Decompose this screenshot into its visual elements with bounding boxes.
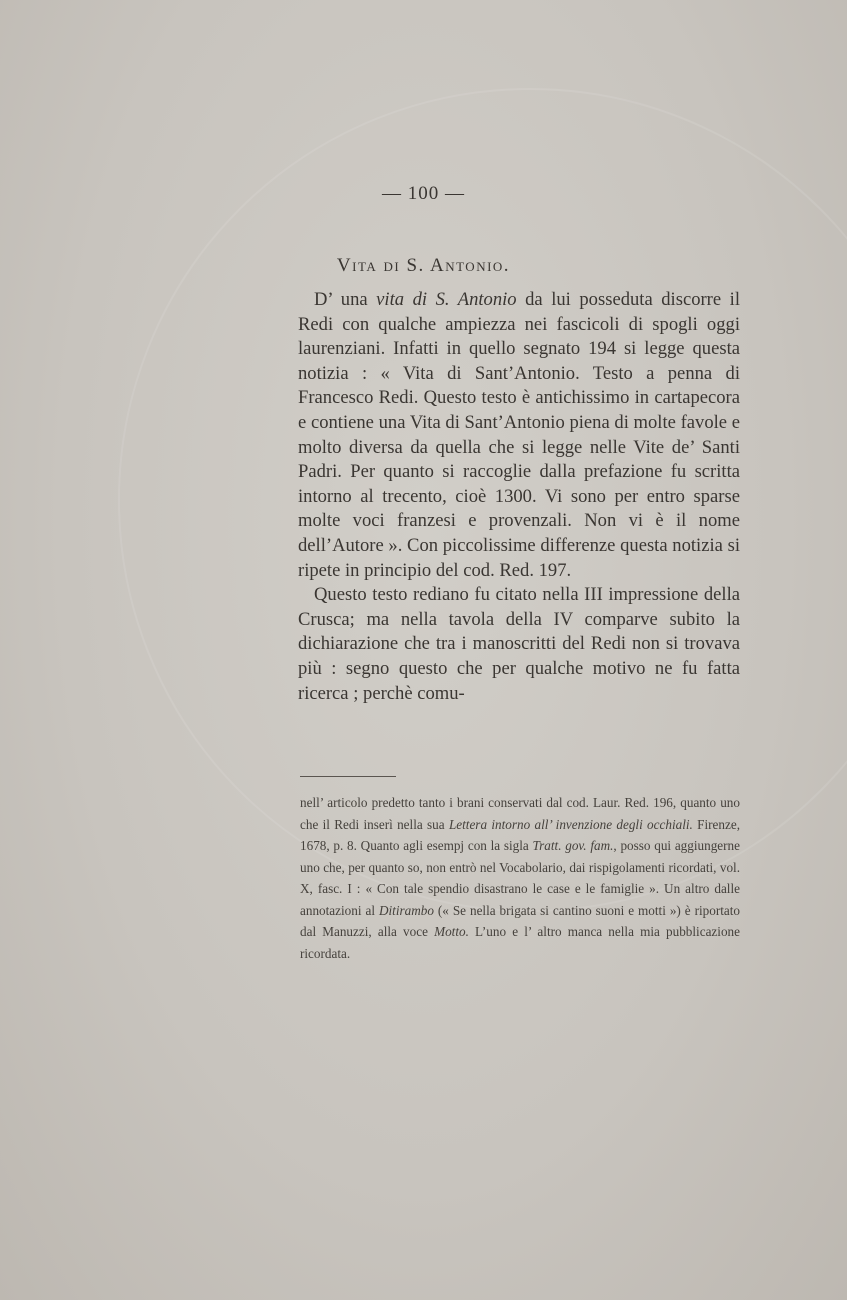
footnote-text-4: (« Se nella brigata si cantino suoni e motti ») è riportato dal Manuzzi, alla voce (300, 902, 740, 939)
footnote-italic-2: Tratt. gov. fam. (532, 838, 614, 853)
page-number: — 100 — (382, 183, 465, 204)
footnote-text-1: nell’ articolo predetto tanto i brani conservati dal cod. Laur. Red. 196, quanto uno che il Redi inserì nella sua (300, 795, 740, 832)
paragraph-1-body: da lui posseduta discorre il Redi con qualche ampiezza nei fascicoli di spogli oggi laurenziani. Infatti in quello segnato 194 si legge questa notizia : « Vita di Sant’Antonio. Testo a penna di Francesco Redi. Questo testo è antichissimo in cartapecora e contiene una Vita di Sant’Antonio piena di molte favole e molto diversa da quella che si legge nelle Vite de’ Santi Padri. Per quanto si raccoglie dalla prefazione fu scritta intorno al trecento, cioè 1300. Vi sono per entro sparse molte voci franzesi e provenzali. Non vi è il nome dell’Autore ». Con piccolissime differenze questa notizia si ripete in principio del cod. Red. 197. (298, 289, 740, 581)
footnote-text-5: L’uno e l’ altro manca nella mia pubblicazione ricordata. (300, 924, 740, 961)
footnote-text-3: , posso qui aggiungerne uno che, per quanto so, non entrò nel Vocabolario, dai rispigolamenti ricordati, vol. X, fasc. I : « Con tale spendio disastrano le case e le famiglie ». Un altro dalle annotazioni al (300, 838, 740, 918)
paragraph-1-italic-title: vita di S. Antonio (376, 289, 517, 310)
footnote-italic-4: Motto. (434, 924, 469, 939)
footnote-italic-3: Ditirambo (378, 902, 434, 918)
footnote-text-2: Firenze, 1678, p. 8. Quanto agli esempj con la sigla (300, 816, 740, 853)
paragraph-1-lead: D’ una (314, 289, 377, 310)
paragraph-1 (298, 288, 740, 583)
main-text (298, 288, 740, 706)
footnote (300, 792, 740, 964)
footnote-italic-1: Lettera intorno all’ invenzione degli occhiali. (448, 816, 693, 832)
paragraph-2: Questo testo rediano fu citato nella III impressione della Crusca; ma nella tavola della IV comparve subito la dichiarazione che tra i manoscritti del Redi non si trovava più : segno questo che per qualche motivo ne fu fatta ricerca ; perchè comu- (298, 584, 740, 704)
footnote-rule (300, 776, 396, 777)
section-heading: Vita di S. Antonio. (336, 255, 511, 276)
